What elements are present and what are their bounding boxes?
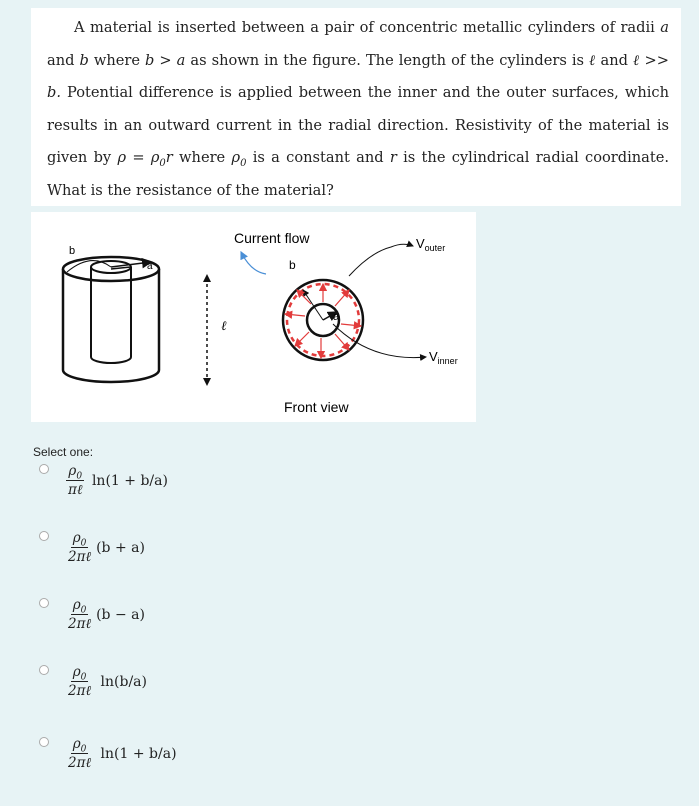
radio-button[interactable] xyxy=(39,598,49,608)
option-formula: $\frac{\rho_0}{\text{πℓ}}$ ln(1 + b/a) xyxy=(68,463,168,498)
current-flow-label: Current flow xyxy=(234,230,310,246)
cylinder-side-view xyxy=(63,257,159,382)
radio-button[interactable] xyxy=(39,464,49,474)
answer-option-1[interactable] xyxy=(30,461,330,519)
option-formula: $\frac{\rho_0}{\text{2πℓ}}$ (b − a) xyxy=(68,597,145,632)
length-arrow-head-top xyxy=(203,274,211,282)
question-text xyxy=(31,8,681,206)
label-a-front: a xyxy=(333,311,340,323)
radio-button[interactable] xyxy=(39,665,49,675)
label-a-side: a xyxy=(147,261,153,272)
select-one-label: Select one: xyxy=(33,445,94,459)
answer-option-3[interactable] xyxy=(30,595,330,653)
answer-option-5[interactable] xyxy=(30,734,330,792)
radio-button[interactable] xyxy=(39,737,49,747)
answer-option-4[interactable] xyxy=(30,662,330,720)
label-b-front: b xyxy=(289,258,296,272)
front-view-ring xyxy=(283,280,363,360)
v-outer-label: $V_{outer}$ xyxy=(416,236,446,253)
question-paragraph: A material is inserted between a pair of concentric metallic cylinders of radii a and b where b > a as shown in the figure. The length of the cylinders is ℓ and ℓ >> b. Potential difference is applied between the inner and the outer surfaces, which results in an outward current in the radial direction. Resistivity of the material is given by $\rho = \rho_0r$ where $\rho_0$ is a constant and r is the cylindrical radial coordinate. What is the resistance of the material? xyxy=(47,19,670,199)
length-arrow-head-bottom xyxy=(203,378,211,386)
current-flow-arrow xyxy=(241,252,266,274)
option-formula: $\frac{\rho_0}{\text{2πℓ}}$ ln(1 + b/a) xyxy=(68,736,177,771)
radio-button[interactable] xyxy=(39,531,49,541)
option-formula: $\frac{\rho_0}{\text{2πℓ}}$ (b + a) xyxy=(68,530,145,565)
v-outer-lead xyxy=(349,244,413,276)
label-length: ℓ xyxy=(221,319,227,334)
answer-option-2[interactable] xyxy=(30,528,330,586)
label-b-side: b xyxy=(69,245,76,257)
figure xyxy=(31,212,476,422)
figure-diagram xyxy=(31,212,476,422)
option-formula: $\frac{\rho_0}{\text{2πℓ}}$ ln(b/a) xyxy=(68,664,147,699)
v-inner-label: $V_{inner}$ xyxy=(429,349,458,366)
front-view-label: Front view xyxy=(284,399,349,415)
